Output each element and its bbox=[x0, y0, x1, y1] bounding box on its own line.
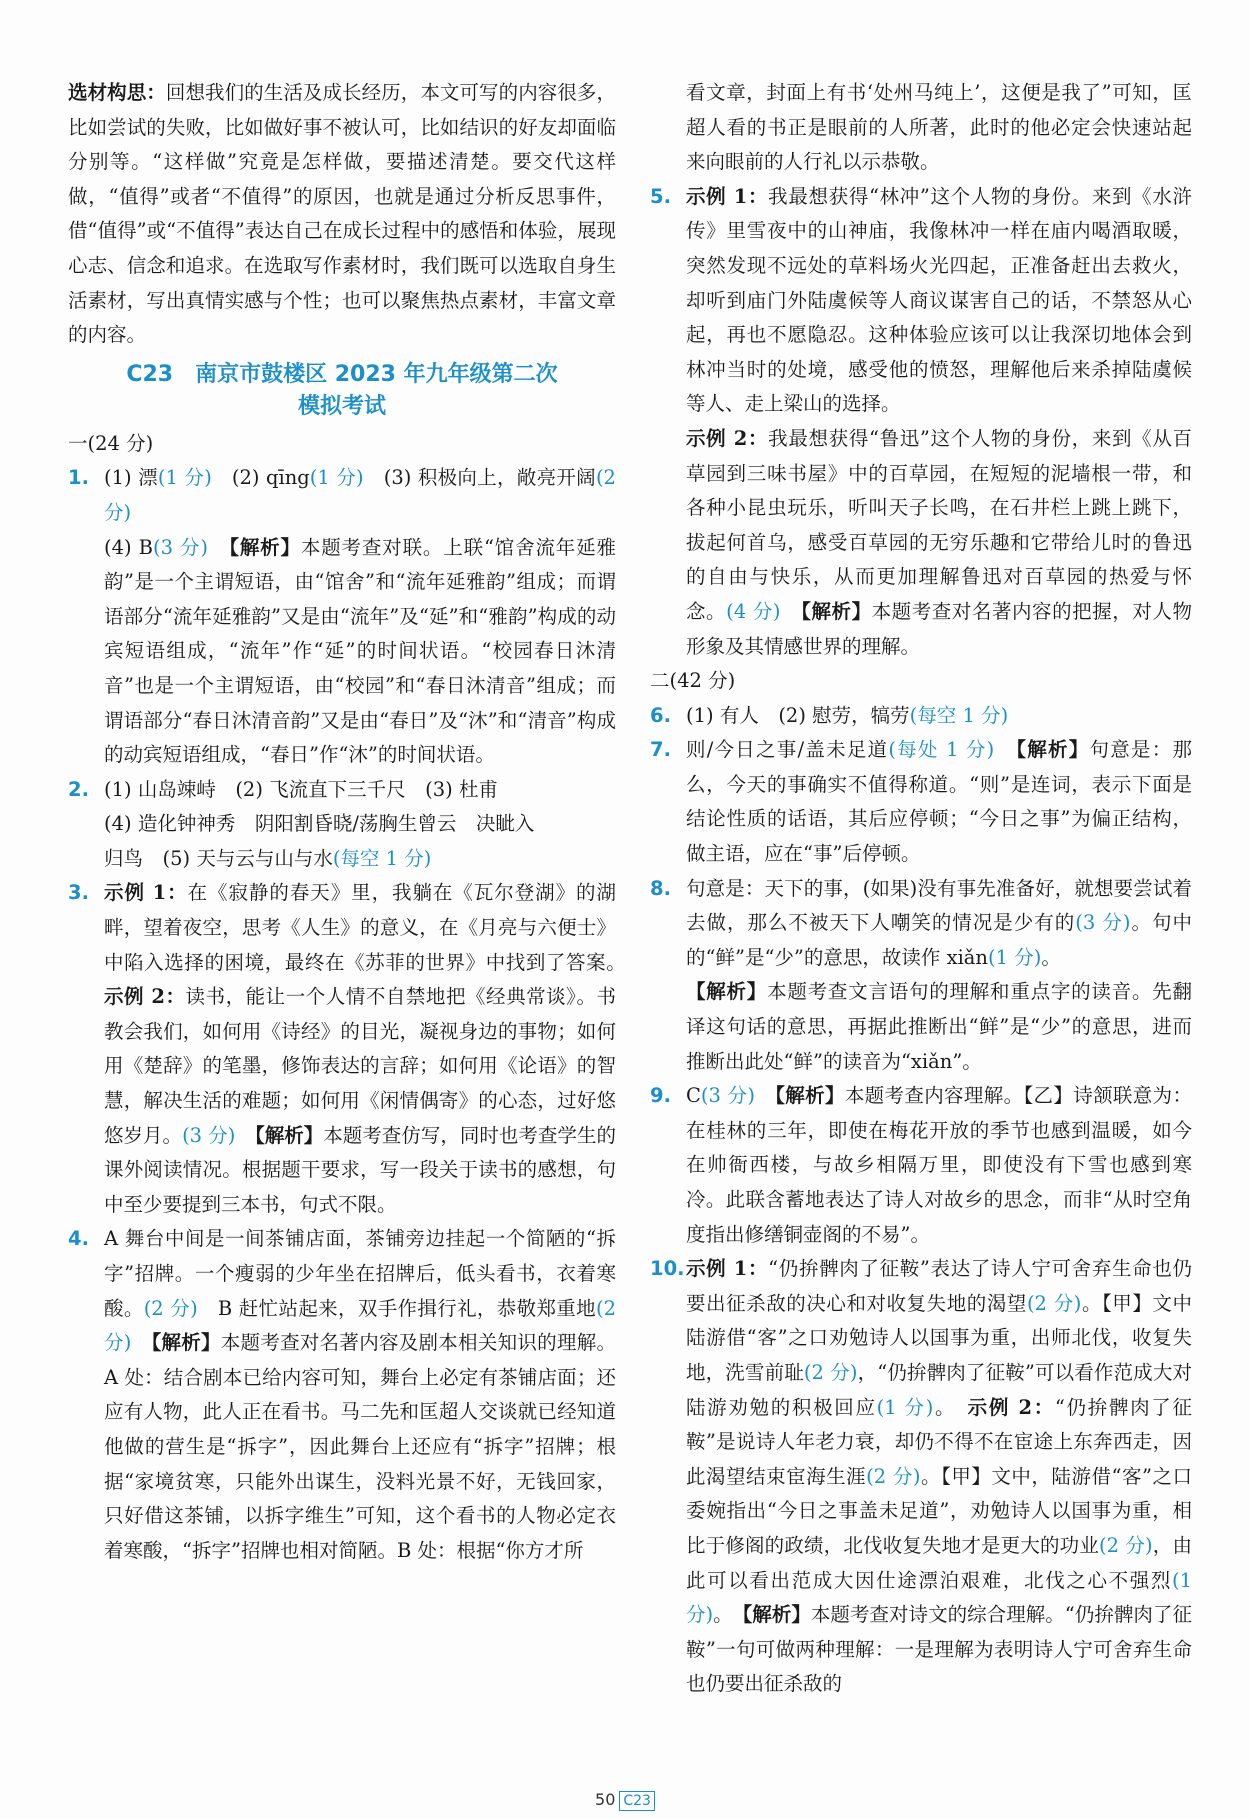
analysis-label: 【解析】 bbox=[151, 1331, 221, 1355]
q4-answer-b: B 赶忙站起来，双手作揖行礼，恭敬郑重地 bbox=[197, 1296, 596, 1320]
analysis-text: 本题考查对名著内容及剧本相关知识的理解。A 处：结合剧本已给内容可知，舞台上必定有茶铺店面；还应有人物，此人正在看书。马二先和匡超人交谈就已经知道他做的营生是“拆字”，因此舞台上还应有“拆字”招牌；根据“家境贫寒，只能外出谋生，没料光景不好，无钱回家，只好借这茶铺，以拆字维生”可知，这个看书的人物必定衣着寒酸，“拆字”招牌也相对简陋。B 处：根据“你方才所 bbox=[104, 1331, 616, 1562]
score: (3 分) bbox=[182, 1123, 236, 1147]
question-10 bbox=[650, 1252, 1192, 1702]
score: (1 分) bbox=[157, 466, 212, 490]
score: (每空 1 分) bbox=[332, 846, 432, 870]
question-4 bbox=[68, 1222, 616, 1568]
example-1-text: 在《寂静的春天》里，我躺在《瓦尔登湖》的湖畔，望着夜空，思考《人生》的意义，在《月亮与六便士》中陷入选择的困境，最终在《苏菲的世界》中找到了答案。 bbox=[104, 881, 616, 974]
left-column bbox=[68, 76, 616, 1568]
example-2-text: 读书，能让一个人情不自禁地把《经典常谈》。书教会我们，如何用《诗经》的目光，凝视身边的事物；如何用《楚辞》的笔墨，修饰表达的言辞；如何用《论语》的智慧，解决生活的难题；如何用《闲情偶寄》的心态，过好悠悠岁月。 bbox=[104, 985, 616, 1147]
score: (3 分) bbox=[700, 1084, 755, 1108]
question-number: 9. bbox=[650, 1084, 671, 1108]
q5-example-1 bbox=[686, 180, 1192, 422]
question-6 bbox=[650, 699, 1192, 734]
question-2 bbox=[68, 773, 616, 877]
score: (每空 1 分) bbox=[909, 703, 1009, 727]
example-2-text: “仍拚髀肉了征鞍”是说诗人年老力衰，却仍不得不在宦途上东奔西走，因此渴望结束宦海生涯 bbox=[686, 1395, 1192, 1488]
question-number: 7. bbox=[650, 738, 671, 762]
analysis-label: 【解析】 bbox=[801, 599, 872, 623]
analysis-label: 【解析】 bbox=[686, 980, 768, 1004]
part-one-heading: 一(24 分) bbox=[68, 431, 154, 455]
score: (1 分) bbox=[876, 1395, 934, 1419]
question-number: 10. bbox=[650, 1257, 685, 1281]
question-5 bbox=[650, 180, 1192, 664]
example-2-label: 示例 2： bbox=[104, 985, 186, 1009]
analysis-label: 【解析】 bbox=[722, 1603, 811, 1627]
q4-continued: 看文章，封面上有书‘处州马纯上’，这便是我了”可知，匡超人看的书正是眼前的人所著，此时的他必定会快速站起来向眼前的人行礼以示恭敬。 bbox=[686, 81, 1192, 174]
analysis-text: 本题考查对诗文的综合理解。“仍拚髀肉了征鞍”一句可做两种理解：一是理解为表明诗人宁可舍弃生命也仍要出征杀敌的 bbox=[686, 1603, 1192, 1696]
analysis-label: 【解析】 bbox=[254, 1123, 324, 1147]
question-number: 8. bbox=[650, 876, 671, 900]
q2-line3 bbox=[104, 842, 616, 877]
q1-answer-3: (3) 积极向上，敞亮开阔 bbox=[383, 466, 596, 490]
score: (3 分) bbox=[1075, 911, 1131, 935]
q2-line1: (1) 山岛竦峙 (2) 飞流直下三千尺 (3) 杜甫 bbox=[104, 777, 498, 801]
example-1-text-end: 。 bbox=[933, 1395, 947, 1419]
section-code-badge: C23 bbox=[619, 1791, 655, 1811]
section-title-line1: 南京市鼓楼区 2023 年九年级第二次 bbox=[195, 361, 558, 387]
example-2-label: 示例 2： bbox=[686, 426, 769, 450]
q4-answer-a: A 舞台中间是一间茶铺店面，茶铺旁边挂起一个简陋的“拆字”招牌。一个瘦弱的少年坐在招牌后，低头看书，衣着寒酸。 bbox=[104, 1227, 616, 1320]
q1-answer-2: (2) qīng bbox=[231, 466, 310, 490]
section-code: C23 bbox=[126, 361, 174, 387]
example-2-text: 我最想获得“鲁迅”这个人物的身份，来到《从百草园到三味书屋》中的百草园，在短短的泥墙根一带，和各种小昆虫玩乐，听叫天子长鸣，在石井栏上跳上跳下，拔起何首乌，感受百草园的无穷乐趣和它带给儿时的鲁迅的自由与快乐，从而更加理解鲁迅对百草园的热爱与怀念。 bbox=[686, 426, 1192, 623]
right-column bbox=[650, 76, 1192, 1702]
score: (2 分) bbox=[803, 1360, 858, 1384]
q1-answer-1: (1) 漂 bbox=[104, 466, 158, 490]
page-footer bbox=[0, 1790, 1250, 1811]
q8-answer-2: 。句中的“鲜”是“少”的意思，故读作 xiǎn bbox=[686, 911, 1192, 969]
analysis-text: 句意是：那么，今天的事确实不值得称道。“则”是连词，表示下面是结论性质的话语，其后应停顿；“今日之事”为偏正结构，做主语，应在“事”后停顿。 bbox=[686, 738, 1192, 866]
score: (4 分) bbox=[726, 599, 781, 623]
question-number: 6. bbox=[650, 703, 671, 727]
q3-body bbox=[104, 876, 616, 1222]
score: (2 分) bbox=[104, 1296, 616, 1355]
score: (2 分) bbox=[866, 1464, 921, 1488]
writing-idea-text: 回想我们的生活及成长经历，本文可写的内容很多，比如尝试的失败，比如做好事不被认可，比如结识的好友却面临分别等。“这样做”究竟是怎样做，要描述清楚。要交代这样做，“值得”或者“不值得”的原因，也就是通过分析反思事件，借“值得”或“不值得”表达自己在成长过程中的感悟和体验，展现心志、信念和追求。在选取写作素材时，我们既可以选取自身生活素材，写出真情实感与个性；也可以聚焦热点素材，丰富文章的内容。 bbox=[68, 81, 616, 347]
question-9 bbox=[650, 1079, 1192, 1252]
analysis-text: 本题考查文言语句的理解和重点字的读音。先翻译这句话的意思，再据此推断出“鲜”是“少”的意思，进而推断出此处“鲜”的读音为“xiǎn”。 bbox=[686, 980, 1192, 1073]
example-1-label: 示例 1： bbox=[686, 1257, 769, 1281]
q8-answer: 句意是：天下的事，(如果)没有事先准备好，就想要尝试着去做，那么不被天下人嘲笑的情况是少有的 bbox=[686, 876, 1192, 935]
q1-answer-4-text: (4) B bbox=[104, 535, 153, 559]
analysis-label: 【解析】 bbox=[775, 1084, 845, 1108]
question-3 bbox=[68, 876, 616, 1222]
section-title bbox=[68, 359, 616, 423]
example-2-text-c: ，由此可以看出范成大因仕途漂泊艰难，北伐之心不强烈 bbox=[686, 1533, 1192, 1592]
q6-answer: (1) 有人 (2) 慰劳，犒劳 bbox=[686, 703, 910, 727]
example-1-text: “仍拚髀肉了征鞍”表达了诗人宁可舍弃生命也仍要出征杀敌的决心和对收复失地的渴望 bbox=[686, 1257, 1192, 1315]
example-2-text-end: 。 bbox=[713, 1603, 723, 1627]
question-number: 3. bbox=[68, 881, 89, 905]
q1-answers-line1 bbox=[104, 461, 616, 530]
q7-body bbox=[686, 733, 1192, 871]
question-1 bbox=[68, 461, 616, 772]
q2-line2: (4) 造化钟神秀 阴阳割昏晓/荡胸生曾云 决眦入 bbox=[104, 812, 535, 836]
analysis-text: 本题考查内容理解。【乙】诗颔联意为：在桂林的三年，即使在梅花开放的季节也感到温暖，如今在帅衙西楼，与故乡相隔万里，即使没有下雪也感到寒冷。此联含蓄地表达了诗人对故乡的思念，而非“从时空角度指出修缮铜壶阁的不易”。 bbox=[686, 1084, 1192, 1246]
score: (1 分) bbox=[988, 945, 1042, 969]
q8-analysis bbox=[686, 975, 1192, 1079]
example-1-text: 我最想获得“林冲”这个人物的身份。来到《水浒传》里雪夜中的山神庙，我像林冲一样在庙内喝酒取暖，突然发现不远处的草料场火光四起，正准备赶出去救火，却听到庙门外陆虞候等人商议谋害自己的话，不禁怒从心起，再也不愿隐忍。这种体验应该可以让我深切地体会到林冲当时的处境，感受他的愤怒，理解他后来杀掉陆虞候等人、走上梁山的选择。 bbox=[686, 184, 1192, 416]
analysis-label: 【解析】 bbox=[229, 535, 301, 559]
score: (每处 1 分) bbox=[888, 738, 995, 762]
writing-idea-label: 选材构思： bbox=[68, 81, 166, 104]
question-number: 4. bbox=[68, 1227, 89, 1251]
question-8 bbox=[650, 872, 1192, 1080]
score: (2 分) bbox=[143, 1296, 198, 1320]
part-two-heading: 二(42 分) bbox=[650, 669, 736, 693]
q10-body bbox=[686, 1252, 1192, 1702]
analysis-text: 本题考查对联。上联“馆舍流年延雅韵”是一个主谓短语，由“馆舍”和“流年延雅韵”组成；而谓语部分“流年延雅韵”又是由“流年”及“延”和“雅韵”构成的动宾短语组成，“流年”作“延”的时间状语。“校园春日沐清音”也是一个主谓短语，由“校园”和“春日沐清音”组成；而谓语部分“春日沐清音韵”又是由“春日”及“沐”和“清音”构成的动宾短语组成，“春日”作“沐”的时间状语。 bbox=[104, 535, 616, 767]
q8-answer-end: 。 bbox=[1041, 945, 1061, 969]
q1-answer-4 bbox=[104, 531, 616, 773]
example-1-text-c: ，“仍拚髀肉了征鞍”可以看作范成大对陆游劝勉的积极回应 bbox=[686, 1360, 1192, 1419]
analysis-text: 本题考查仿写，同时也考查学生的课外阅读情况。根据题干要求，写一段关于读书的感想，句中至少要提到三本书，句式不限。 bbox=[104, 1123, 616, 1216]
example-1-label: 示例 1： bbox=[686, 184, 769, 208]
q2-line3-text: 归鸟 (5) 天与云与山与水 bbox=[104, 846, 333, 870]
example-1-label: 示例 1： bbox=[104, 881, 188, 905]
example-2-text-b: 。【甲】文中，陆游借“客”之口委婉指出“今日之事盖未足道”，劝勉诗人以国事为重，相比于修阁的政绩，北伐收复失地才是更大的功业 bbox=[686, 1464, 1192, 1557]
q9-answer: C bbox=[686, 1084, 701, 1108]
score: (1 分) bbox=[309, 466, 364, 490]
score: (2 分) bbox=[1026, 1291, 1082, 1315]
q5-example-2 bbox=[686, 422, 1192, 664]
question-7 bbox=[650, 733, 1192, 871]
score: (2 分) bbox=[1098, 1533, 1153, 1557]
q4-body bbox=[104, 1222, 616, 1568]
q9-body bbox=[686, 1079, 1192, 1252]
score: (1 分) bbox=[686, 1568, 1192, 1627]
score: (2 分) bbox=[104, 466, 616, 524]
analysis-label: 【解析】 bbox=[1016, 738, 1090, 762]
question-number: 5. bbox=[650, 184, 671, 208]
q6-body bbox=[686, 699, 1192, 734]
score: (3 分) bbox=[153, 535, 209, 559]
q7-answer: 则/今日之事/盖未足道 bbox=[686, 738, 889, 762]
q8-body bbox=[686, 872, 1192, 976]
section-title-line2: 模拟考试 bbox=[297, 393, 386, 419]
example-2-label: 示例 2： bbox=[946, 1395, 1055, 1419]
example-1-text-b: 。【甲】文中陆游借“客”之口劝勉诗人以国事为重，出师北伐，收复失地，洗雪前耻 bbox=[686, 1291, 1192, 1384]
question-number: 1. bbox=[68, 466, 89, 490]
writing-idea-paragraph bbox=[68, 76, 616, 353]
analysis-text: 本题考查对名著内容的把握，对人物形象及其情感世界的理解。 bbox=[686, 599, 1192, 658]
question-number: 2. bbox=[68, 777, 89, 801]
page-number: 50 bbox=[595, 1790, 616, 1809]
